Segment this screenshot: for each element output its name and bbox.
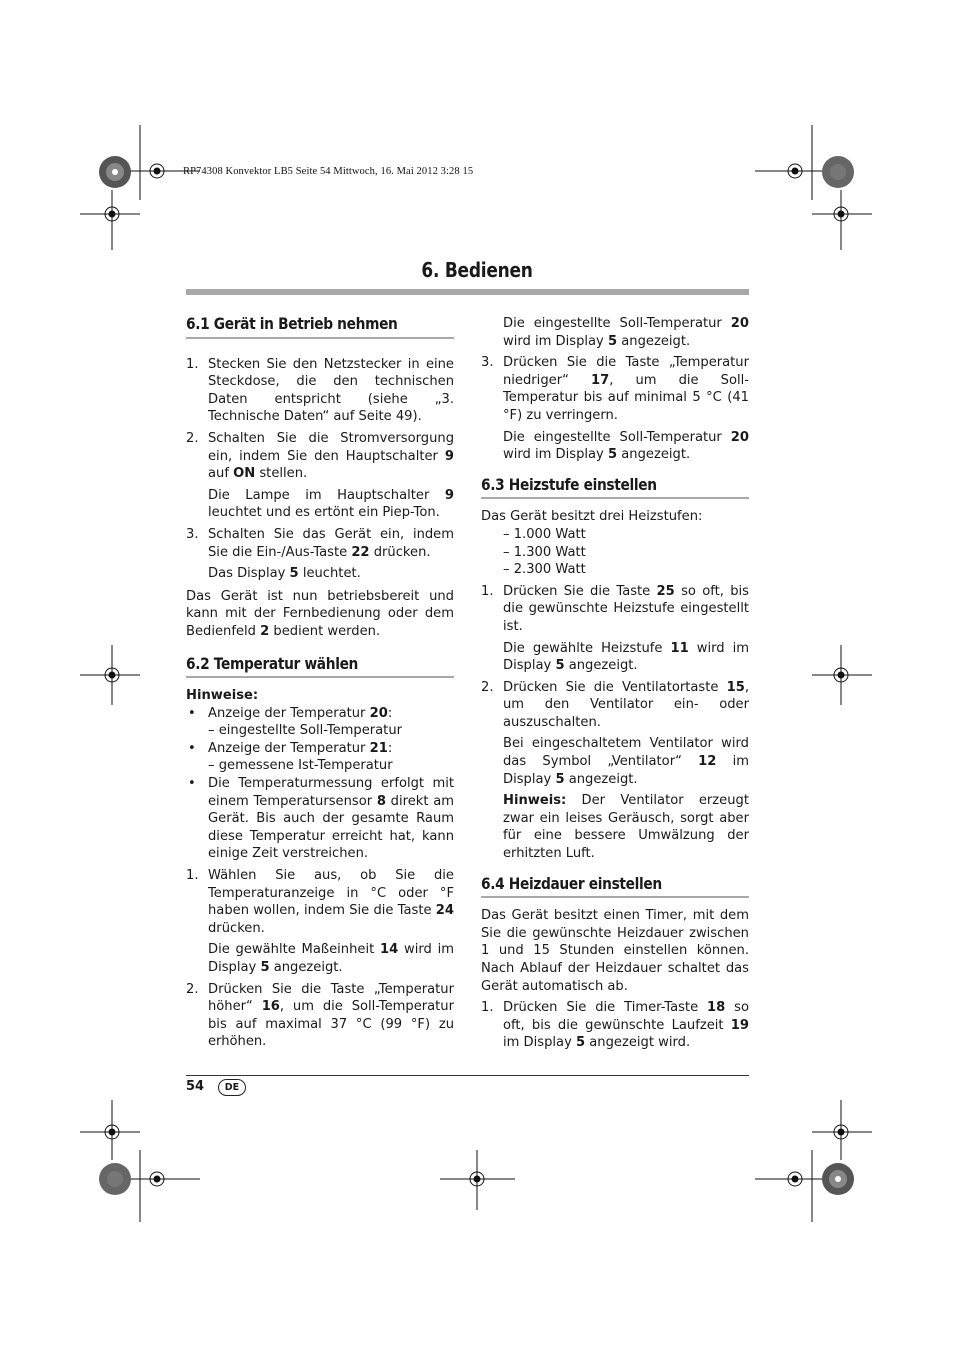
s62-step-1: 1. Wählen Sie aus, ob Sie die Temperaturanzeige in °C oder °F haben wollen, indem Sie die Taste 24 drücken.: [186, 868, 454, 936]
s62-bullet-1: • Anzeige der Temperatur 20: – eingestellte Soll-Temperatur: [188, 705, 403, 739]
s61-step-2: 2. Schalten Sie die Stromversorgung ein, indem Sie den Hauptschalter 9 auf ON stellen.: [186, 430, 454, 482]
s62-notes-label: Hinweise:: [186, 688, 259, 704]
title-rule: [186, 289, 749, 295]
s64-paragraph: Das Gerät besitzt einen Timer, mit dem Sie die gewünschte Heizdauer zwischen 1 und 15 Stunden einstellen können. Nach Ablauf der Heizdauer schaltet das Gerät automatisch ab.: [481, 908, 749, 994]
s62-step-1-result: Die gewählte Maßeinheit 14 wird im Display 5 angezeigt.: [208, 942, 454, 975]
s63-level: – 2.300 Watt: [503, 562, 586, 578]
left-column: [186, 315, 454, 1051]
s63-level: – 1.000 Watt: [503, 526, 586, 542]
footer-rule: [186, 1075, 749, 1076]
section-6-1-heading: 6.1 Gerät in Betrieb nehmen: [186, 315, 454, 339]
s62-step-2-result: Die eingestellte Soll-Temperatur 20 wird im Display 5 angezeigt.: [503, 316, 749, 349]
s61-step-1: 1. Stecken Sie den Netzstecker in eine Steckdose, die den technischen Daten entspricht (siehe „3. Technische Daten“ auf Seite 49).: [186, 356, 454, 425]
s62-step-3: 3. Drücken Sie die Taste „Temperatur niedriger“ 17, um die Soll-Temperatur bis auf minimal 5 °C (41 °F) zu verringern.: [481, 355, 749, 423]
s63-step-1-result: Die gewählte Heizstufe 11 wird im Display 5 angezeigt.: [503, 640, 749, 674]
section-6-3-heading: 6.3 Heizstufe einstellen: [481, 476, 749, 500]
s61-step-3: 3. Schalten Sie das Gerät ein, indem Sie die Ein-/Aus-Taste 22 drücken.: [186, 526, 454, 560]
s62-step-2: 2. Drücken Sie die Taste „Temperatur höher“ 16, um die Soll-Temperatur bis auf maximal 37 °C (99 °F) zu erhöhen.: [186, 981, 454, 1050]
print-slug: RP74308 Konvektor LB5 Seite 54 Mittwoch, 16. Mai 2012 3:28 15: [183, 166, 474, 177]
section-6-4-heading: 6.4 Heizdauer einstellen: [481, 875, 749, 899]
right-column: [481, 315, 749, 1052]
section-6-2-heading: 6.2 Temperatur wählen: [186, 655, 454, 679]
s63-level: – 1.300 Watt: [503, 544, 586, 560]
s63-step-1: 1. Drücken Sie die Taste 25 so oft, bis die gewünschte Heizstufe eingestellt ist.: [481, 583, 749, 634]
page-number: 54: [186, 1079, 205, 1094]
s61-step-3-result: Das Display 5 leuchtet.: [208, 566, 361, 582]
s63-note: Hinweis: Der Ventilator erzeugt zwar ein leises Geräusch, sorgt aber für eine bessere Umwälzung der erhitzten Luft.: [503, 793, 749, 862]
s63-step-2-result: Bei eingeschaltetem Ventilator wird das Symbol „Ventilator“ 12 im Display 5 angezeigt.: [503, 736, 749, 787]
s61-paragraph: Das Gerät ist nun betriebsbereit und kann mit der Fernbedienung oder dem Bedienfeld 2 bedient werden.: [186, 588, 454, 639]
language-badge: DE: [218, 1079, 246, 1096]
s62-step-3-result: Die eingestellte Soll-Temperatur 20 wird im Display 5 angezeigt.: [503, 429, 749, 463]
page-title: 6. Bedienen: [421, 258, 533, 282]
s61-step-2-result: Die Lampe im Hauptschalter 9 leuchtet und es ertönt ein Piep-Ton.: [208, 487, 454, 521]
s62-bullet-3: • Die Temperaturmessung erfolgt mit einem Temperatursensor 8 direkt am Gerät. Bis auch der gesamte Raum diese Temperatur erreicht hat, kann einige Zeit verstreichen.: [188, 776, 454, 862]
s63-step-2: 2. Drücken Sie die Ventilatortaste 15, um den Ventilator ein- oder auszuschalten.: [481, 679, 749, 730]
s62-bullet-2: • Anzeige der Temperatur 21: – gemessene Ist-Temperatur: [188, 740, 393, 774]
s64-step-1: 1. Drücken Sie die Timer-Taste 18 so oft, bis die gewünschte Laufzeit 19 im Display 5 angezeigt wird.: [481, 1000, 749, 1051]
s63-intro: Das Gerät besitzt drei Heizstufen:: [481, 509, 703, 525]
